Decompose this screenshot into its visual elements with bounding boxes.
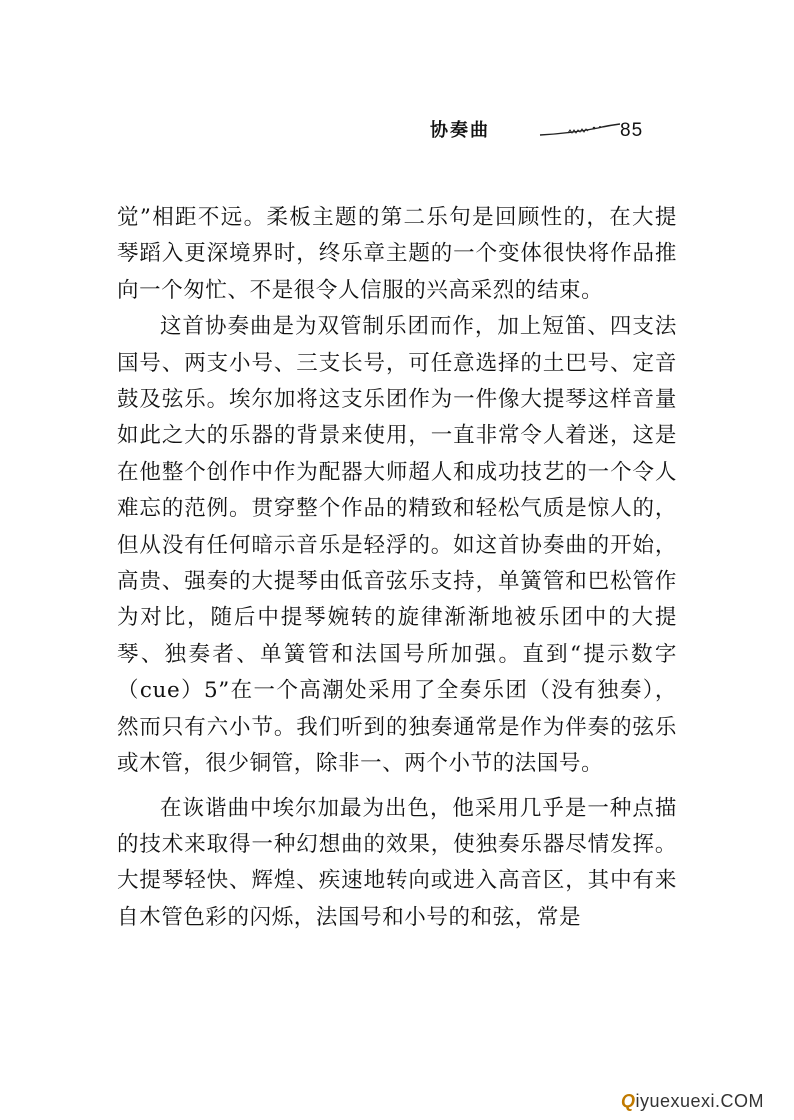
ornament-flourish-icon — [538, 122, 622, 138]
running-header — [430, 118, 690, 148]
paragraph: 这首协奏曲是为双管制乐团而作，加上短笛、四支法国号、两支小号、三支长号，可任意选择的土巴号、定音鼓及弦乐。埃尔加将这支乐团作为一件像大提琴这样音量如此之大的乐器的背景来使用，一直非常令人着迷，这是在他整个创作中作为配器大师超人和成功技艺的一个令人难忘的范例。贯穿整个作品的精致和轻松气质是惊人的，但从没有任何暗示音乐是轻浮的。如这首协奏曲的开始，高贵、强奏的大提琴由低音弦乐支持，单簧管和巴松管作为对比，随后中提琴婉转的旋律渐渐地被乐团中的大提琴、独奏者、单簧管和法国号所加强。直到“提示数字（cue）5”在一个高潮处采用了全奏乐团（没有独奏），然而只有六小节。我们听到的独奏通常是作为伴奏的弦乐或木管，很少铜管，除非一、两个小节的法国号。 — [117, 314, 677, 777]
site-watermark — [621, 1091, 764, 1112]
body-text — [117, 200, 677, 936]
watermark-text: iyuexuexi.COM — [635, 1091, 764, 1111]
page-number: 85 — [620, 120, 644, 141]
paragraph-continued: 觉”相距不远。柔板主题的第二乐句是回顾性的，在大提琴蹈入更深境界时，终乐章主题的一个变体很快将作品推向一个匆忙、不是很令人信服的兴高采烈的结束。 — [117, 205, 677, 303]
paragraph: 在诙谐曲中埃尔加最为出色，他采用几乎是一种点描的技术来取得一种幻想曲的效果，使独奏乐器尽情发挥。大提琴轻快、辉煌、疾速地转向或进入高音区，其中有来自木管色彩的闪烁，法国号和小号的和弦，常是 — [117, 795, 677, 930]
running-title: 协奏曲 — [430, 120, 490, 141]
watermark-logo-letter: Q — [620, 1091, 636, 1111]
